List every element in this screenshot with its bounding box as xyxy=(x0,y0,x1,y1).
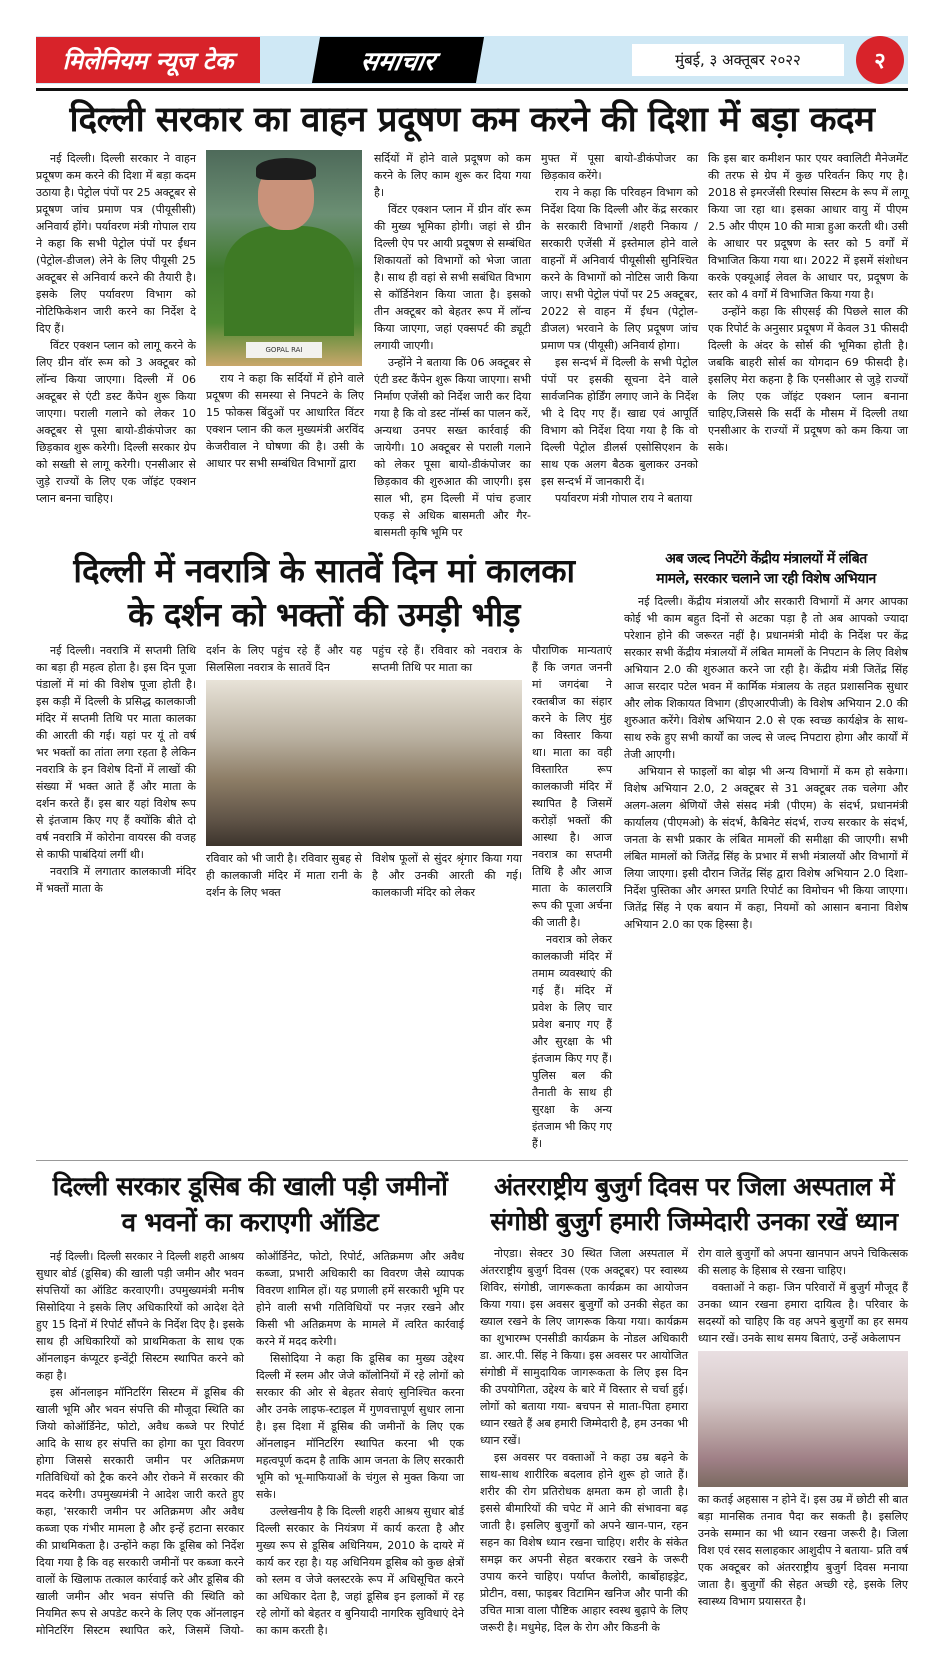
paragraph: राय ने कहा कि सर्दियों में होने वाले प्रदूषण की समस्या से निपटने के लिए 15 फोकस बिंदुओं पर आधारित विंटर एक्शन प्लान की कल मुख्यमंत्री अरविंद केजरीवाल ने घोषणा की है। उसी के आधार पर सभी सम्बंधित विभागों द्वारा xyxy=(206,371,364,470)
photo-nameplate: GOPAL RAI xyxy=(246,342,322,358)
article2-col1 xyxy=(36,642,196,897)
paragraph: इस ऑनलाइन मॉनिटरिंग सिस्टम में डूसिब की खाली भूमि और भवन संपत्ति की मौजूदा स्थिति का जियो कोऑर्डिनेट, फोटो, अवैध कब्जे पर रिपोर्ट आदि के साथ हर संपत्ति का होगा का पूरा विवरण होगा जिससे सरकारी जमीन पर अतिक्रमण गतिविधियों को ट्रैक करने और रोकने में सरकार की मदद करेगी। उपमुख्यमंत्री ने आदेश जारी करते हुए कहा, 'सरकारी जमीन पर अतिक्रमण और अवैध कब्जा एक गंभीर मामला है और इन्हें हटाना सरकार की प्राथमिकता है। उन्होंने कहा कि डूसिब को निर्देश दिया गया है कि वह सरकारी जमीनों पर कब्जा करने वालों के खिलाफ तत्काल कार्रवाई करे और डूसिब की खाली जमीन और भवन संपत्ति की स्थिति को नियमित रूप से अपडेट करने के लिए एक ऑनलाइन मोनिटरिंग सिस्टम स्थापित करे, जिसमें जियो-कोऑर्डिनेट, फोटो, रिपोर्ट, अतिक्रमण और अवैध कब्जा, प्रभारी अधिकारी का विवरण जैसे व्यापक विवरण शामिल हों। यह प्रणाली हमें सरकारी भूमि पर होने वाली सभी गतिविधियों पर नज़र रखने और किसी भी अतिक्रमण के मामले में त्वरित कार्रवाई करने में मदद करेगी। xyxy=(36,1249,464,1637)
paragraph: नोएडा। सेक्टर 30 स्थित जिला अस्पताल में अंतरराष्ट्रीय बुजुर्ग दिवस (एक अक्टूबर) पर स्वास्थ्य शिविर, संगोष्ठी, जागरूकता कार्यक्रम का आयोजन किया गया। इस अवसर बुजुर्गों को उनकी सेहत का ख्याल रखने के लिए जागरूक किया गया। कार्यक्रम का शुभारम्भ एनसीडी कार्यक्रम के नोडल अधिकारी डा. आर.पी. सिंह ने किया। इस अवसर पर आयोजित संगोष्ठी में सामुदायिक जागरूकता के लिए इस दिन की उपयोगिता, उद्देश्य के बारे में विस्तार से चर्चा हुई। लोगों को बताया गया- बचपन से माता-पिता हमारा ध्यान रखते हैं अब हमारी जिम्मेदारी है, हम उनका भी ध्यान रखें। xyxy=(480,1246,688,1447)
paragraph: नवरात्र को लेकर कालकाजी मंदिर में तमाम व्यवस्थाएं की गई हैं। मंदिर में प्रवेश के लिए चार प्रवेश बनाए गए हैं और सुरक्षा के भी इंतजाम किए गए हैं। पुलिस बल की तैनाती के साथ ही सुरक्षा के अन्य इंतजाम भी किए गए हैं। xyxy=(532,932,612,1150)
paragraph: उल्लेखनीय है कि दिल्ली शहरी आश्रय सुधार बोर्ड दिल्ली सरकार के नियंत्रण में कार्य करता है और मुख्य रूप से डूसिब अधिनियम, 2010 के दायरे में कार्य कर रहा है। यह अधिनियम डूसिब को कुछ क्षेत्रों को स्लम व जेजे क्लस्टरके रूप में अधिसूचित करने का अधिकार देता है, जहां डूसिब इन इलाकों में रह रहे लोगों को बेहतर व बुनियादी नागरिक सुविधाएं देने का काम करती है। xyxy=(256,1504,464,1637)
article4-col2 xyxy=(698,1245,908,1610)
section-label: समाचार xyxy=(312,37,484,83)
photo-kalkaji-temple xyxy=(206,680,522,846)
paragraph: सर्दियों में होने वाले प्रदूषण को कम करने के लिए काम शुरू कर दिया गया है। xyxy=(374,151,531,199)
photo-seminar xyxy=(698,1351,908,1487)
paragraph: रोग वाले बुजुर्गों को अपना खानपान अपने चिकित्सक की सलाह के हिसाब से रखना चाहिए। xyxy=(698,1246,908,1277)
masthead-divider xyxy=(36,88,908,91)
sidebar-article xyxy=(624,549,908,934)
article2-col4 xyxy=(532,642,612,1152)
newspaper-logo: मिलेनियम न्यूज टेक xyxy=(36,37,260,83)
headline-line: मामले, सरकार चलाने जा रही विशेष अभियान xyxy=(656,571,876,588)
paragraph: नई दिल्ली। केंद्रीय मंत्रालयों और सरकारी विभागों में अगर आपका कोई भी काम बहुत दिनों से अटका पड़ा है तो अब आपको ज्यादा परेशान होने की जरूरत नहीं है। प्रधानमंत्री मोदी के निर्देश पर केंद्र सरकार सभी केंद्रीय मंत्रालयों में लंबित मामलों के निपटान के लिए विशेष अभियान 2.0 की शुरुआत करने जा रही है। केंद्रीय मंत्री जितेंद्र सिंह आज सरदार पटेल भवन में कार्मिक मंत्रालय के तहत प्रशासनिक सुधार और लोक शिकायत विभाग (डीएआरपीजी) के विशेष अभियान 2.0 की शुरुआत करेंगे। विशेष अभियान 2.0 से एक स्वच्छ कार्यक्षेत्र के साथ-साथ रुके हुए सभी कार्यों का जल्द से जल्द निपटारा होगा और कार्यों में तेजी आएगी। xyxy=(624,595,908,762)
headline-line: के दर्शन को भक्तों की उमड़ी भीड़ xyxy=(127,595,520,635)
article4 xyxy=(480,1169,908,1636)
paragraph: सिसोदिया ने कहा कि डूसिब का मुख्य उद्देश्य दिल्ली में स्लम और जेजे कॉलोनियों में रहे लोगों को सरकार की ओर से बेहतर सेवाएं सुनिश्चित करना और उनके लाइफ-स्टाइल में गुणवत्तापूर्ण सुधार लाना है। इस दिशा में डूसिब की जमीनों के लिए एक ऑनलाइन मॉनिटरिंग स्थापित करना भी एक महत्वपूर्ण कदम है ताकि आम जनता के लिए सरकारी भूमि को भू-माफियाओं के चंगुल से मुक्त किया जा सके। xyxy=(256,1351,464,1501)
photo-gopal-rai xyxy=(206,150,362,366)
paragraph: उन्होंने कहा कि सीएसई की पिछले साल की एक रिपोर्ट के अनुसार प्रदूषण में केवल 31 फीसदी दिल्ली के अंदर के सोर्स की भूमिका होती है। जबकि बाहरी सोर्स का योगदान 69 फीसदी है। इसलिए मेरा कहना है कि एनसीआर से जुड़े राज्यों के लिए एक जॉइंट एक्शन प्लान बनाना चाहिए,जिससे कि सर्दी के मौसम में दिल्ली तथा एनसीआर के राज्यों में प्रदूषण को कम किया जा सके। xyxy=(708,304,908,454)
article1-headline: दिल्ली सरकार का वाहन प्रदूषण कम करने की दिशा में बड़ा कदम xyxy=(69,100,875,140)
paragraph: नवरात्रि में लगातार कालकाजी मंदिर में भक्तों माता के xyxy=(36,864,196,895)
paragraph: इस अवसर पर वक्ताओं ने कहा उम्र बढ़ने के साथ-साथ शारीरिक बदलाव होने शुरू हो जाते हैं। शरीर की रोग प्रतिरोधक क्षमता कम हो जाती है। इससे बीमारियों की चपेट में आने की संभावना बढ़ जाती है। इसलिए बुजुर्गों को अपने खान-पान, रहन सहन का विशेष ध्यान रखना चाहिए। शरीर के संकेत समझ कर अपनी सेहत बरकरार रखने के जरूरी उपाय करने चाहिए। पर्याप्त कैलोरी, कार्बोहाइड्रेट, प्रोटीन, वसा, फाइबर विटामिन खनिज और पानी की उचित मात्रा वाला पौष्टिक आहार स्वस्थ बुढ़ापे के लिए जरूरी है। मधुमेह, दिल के रोग और किडनी के xyxy=(480,1450,688,1634)
article1-body xyxy=(36,150,908,541)
article1-col4 xyxy=(541,150,698,507)
sidebar-headline xyxy=(624,549,908,590)
paragraph: विंटर एक्शन प्लान को लागू करने के लिए ग्रीन वॉर रूम को 3 अक्टूबर को लॉन्च किया जाएगा। दिल्ली में 06 अक्टूबर से एंटी डस्ट कैंपेन शुरू किया जाएगा। पराली गलाने को लेकर 10 अक्टूबर से पूसा बायो-डीकंपोजर का छिड़काव शुरू करेगी। दिल्ली सरकार ग्रेप को सख्ती से लागू करेगी। एनसीआर से जुड़े राज्यों के लिए एक जॉइंट एक्शन प्लान बनना चाहिए। xyxy=(36,338,196,505)
article2-middle-top xyxy=(206,642,522,676)
article2 xyxy=(36,549,612,1152)
headline-line: अब जल्द निपटेंगे केंद्रीय मंत्रालयों में लंबित xyxy=(665,550,867,567)
article1-col1 xyxy=(36,150,196,507)
article1-col3 xyxy=(374,150,531,541)
article1-col2 xyxy=(206,150,364,472)
headline-line: दिल्ली सरकार डूसिब की खाली पड़ी जमीनों xyxy=(52,1171,448,1202)
headline-line: दिल्ली में नवरात्रि के सातवें दिन मां कालका xyxy=(73,550,575,590)
paragraph: पौराणिक मान्यताएं हैं कि जगत जननी मां जगदंबा ने रक्तबीज का संहार करने के लिए मुंह का विस्तार किया था। माता का वही विस्तारित रूप कालकाजी मंदिर में स्थापित है जिसमें करोड़ों भक्तों की आस्था है। आज नवरात्र का सप्तमी तिथि है और आज माता के कालरात्रि रूप की पूजा अर्चना की जाती है। xyxy=(532,643,612,929)
article2-col2-bottom: रविवार को भी जारी है। रविवार सुबह से ही कालकाजी मंदिर में माता रानी के दर्शन के लिए भक्त xyxy=(206,851,362,899)
article3 xyxy=(36,1169,464,1639)
headline-line: संगोष्ठी बुजुर्ग हमारी जिम्मेदारी उनका रखें ध्यान xyxy=(490,1206,898,1236)
edition-date: मुंबई, ३ अक्तूबर २०२२ xyxy=(632,44,844,76)
article2-col3-bottom: विशेष फूलों से सुंदर श्रृंगार किया गया है और उनकी आरती की गई। कालकाजी मंदिर को लेकर xyxy=(372,851,522,899)
article3-headline xyxy=(36,1169,464,1242)
middle-section xyxy=(36,549,908,1152)
bottom-section xyxy=(36,1169,908,1639)
sidebar-body xyxy=(624,593,908,933)
article2-middle xyxy=(206,642,522,901)
headline-line: अंतरराष्ट्रीय बुजुर्ग दिवस पर जिला अस्पताल में xyxy=(493,1171,895,1201)
paragraph: वक्ताओं ने कहा- जिन परिवारों में बुजुर्ग मौजूद हैं उनका ध्यान रखना हमारा दायित्व है। परिवार के सदस्यों को चाहिए कि वह अपने बुजुर्गों का हर समय ध्यान रखें। उनके साथ समय बिताएं, उन्हें अकेलापन xyxy=(698,1280,908,1345)
paragraph: उन्होंने ने बताया कि 06 अक्टूबर से एंटी डस्ट कैंपेन शुरू किया जाएगा। सभी निर्माण एजेंसी को निर्देश जारी कर दिया गया है कि वो डस्ट नॉर्म्स का पालन करें, अन्यथा उनपर सख्त कार्रवाई की जायेगी। 10 अक्टूबर से पराली गलाने को लेकर पूसा बायो-डीकंपोजर का छिड़काव की शुरुआत की जाएगी। इस साल भी, हम दिल्ली में पांच हजार एकड़ से अधिक बासमती और गैर-बासमती कृषि भूमि पर xyxy=(374,355,531,539)
paragraph: राय ने कहा कि परिवहन विभाग को निर्देश दिया कि दिल्ली और केंद्र सरकार के सरकारी विभागों /शहरी निकाय / सरकारी एजेंसी में इस्तेमाल होने वाले वाहनों में अनिवार्य पीयूसीसी सुनिश्चित करने के विभागों को नोटिस जारी किया जाए। सभी पेट्रोल पंपों पर 25 अक्टूबर, 2022 से वाहन में ईंधन (पेट्रोल-डीजल) भरवाने के लिए प्रदूषण जांच प्रमाण पत्र (पीयूसी) अनिवार्य होगा। xyxy=(541,185,698,352)
article4-col2-bottom: का कतई अहसास न होने दें। इस उम्र में छोटी सी बात बड़ा मानसिक तनाव पैदा कर सकती है। इसलिए उनके सम्मान का भी ध्यान रखना जरूरी है। जिला विश एवं रसद सलाहकार आशुदीप ने बताया- प्रति वर्ष एक अक्टूबर को अंतरराष्ट्रीय बुजुर्ग दिवस मनाया जाता है। बुजुर्गों की सेहत अच्छी रहे, इसके लिए स्वास्थ्य विभाग प्रयासरत है। xyxy=(698,1492,908,1608)
paragraph: विंटर एक्शन प्लान में ग्रीन वॉर रूम की मुख्य भूमिका होगी। जहां से ग्रीन दिल्ली ऐप पर आयी प्रदूषण से सम्बंधित शिकायतों को विभागों को भेजा जाता है। साथ ही वहां से सभी सबंधित विभाग से कॉर्डिनेशन किया जाता है। इसको तीन अक्टूबर को बेहतर रूप में लॉन्च किया जाएगा, जहां एक्सपर्ट की ड्यूटी लगायी जाएगी। xyxy=(374,202,531,352)
paragraph: नई दिल्ली। दिल्ली सरकार ने वाहन प्रदूषण कम करने की दिशा में बड़ा कदम उठाया है। पेट्रोल पंपों पर 25 अक्टूबर से प्रदूषण जांच प्रमाण पत्र (पीयूसीसी) अनिवार्य होंगे। पर्यावरण मंत्री गोपाल राय ने कहा कि सभी पेट्रोल पंपों पर ईंधन (पेट्रोल-डीजल) लेने के लिए पीयूसी 25 अक्टूबर से अनिवार्य करने की तैयारी है। इसके लिए पर्यावरण विभाग को नोटिफिकेशन जारी करने का निर्देश दे दिए हैं। xyxy=(36,151,196,335)
paragraph: अभियान से फाइलों का बोझ भी अन्य विभागों में कम हो सकेगा। विशेष अभियान 2.0, 2 अक्टूबर से 31 अक्टूबर तक चलेगा और अलग-अलग श्रेणियों जैसे संसद मंत्री (पीएम) के संदर्भ, प्रधानमंत्री कार्यालय (पीएमओ) के संदर्भ, कैबिनेट संदर्भ, राज्य सरकार के संदर्भ, जनता के सभी प्रकार के लंबित मामलों की समीक्षा की जाएगी। सभी लंबित मामलों को जितेंद्र सिंह के प्रभार में सभी मंत्रालयों और विभागों में लिया जाएगा। इसी दौरान जितेंद्र सिंह द्वारा विशेष अभियान 2.0 दिशा-निर्देश पुस्तिका और अगस्त प्रगति रिपोर्ट का विमोचन भी किया जाएगा। जितेंद्र सिंह ने एक बयान में कहा, नियमों को आसान बनाना विशेष अभियान 2.0 का एक हिस्सा है। xyxy=(624,765,908,932)
paragraph: कि इस बार कमीशन फार एयर क्वालिटी मैनेजमेंट की तरफ से ग्रेप में कुछ परिवर्तन किए गए है। 2018 से इमरजेंसी रिस्पांस सिस्टम के रूप में लागू किया जा रहा था। इसका आधार वायु में पीएम 2.5 और पीएम 10 की मात्रा हुआ करती थी। उसी के आधार पर प्रदूषण के स्तर को 5 वर्गों में विभाजित किया गया था। 2022 में इसमें संशोधन करके एक्यूआई लेवल के आधार पर, प्रदूषण के स्तर को 4 वर्गों में विभाजित किया गया है। xyxy=(708,151,908,301)
paragraph: मुफ्त में पूसा बायो-डीकंपोजर का छिड़काव करेंगे। xyxy=(541,151,698,182)
section-divider xyxy=(36,1160,908,1161)
paragraph: पर्यावरण मंत्री गोपाल राय ने बताया xyxy=(555,491,693,505)
paragraph: इस सन्दर्भ में दिल्ली के सभी पेट्रोल पंपों पर इसकी सूचना देने वाले सार्वजनिक होर्डिंग लगाए जाने के निर्देश भी दे दिए गए हैं। खाद्य एवं आपूर्ति विभाग को निर्देश दिया गया है कि वो दिल्ली पेट्रोल डीलर्स एसोसिएशन के साथ एक अलग बैठक बुलाकर उनको इस सन्दर्भ में जानकारी दें। xyxy=(541,355,698,488)
article1-col5 xyxy=(708,150,908,456)
article1-col2-text xyxy=(206,370,364,472)
paragraph: नई दिल्ली। नवरात्रि में सप्तमी तिथि का बड़ा ही महत्व होता है। इस दिन पूजा पंडालों में मां की विशेष पूजा होती है। इस कड़ी में दिल्ली के प्रसिद्ध कालकाजी मंदिर में सप्तमी तिथि पर माता कालका की आरती की गई। यहां पर यूं तो वर्ष भर भक्तों का तांता लगा रहता है लेकिन नवरात्रि के इन विशेष दिनों में लाखों की संख्या में भक्त आते हैं और माता के दर्शन करते हैं। इस बार यहां विशेष रूप से इंतजाम किए गए हैं क्योंकि बीते दो वर्ष नवरात्रि में कोरोना वायरस की वजह से काफी पाबंदियां लगीं थी। xyxy=(36,643,196,861)
article2-headline xyxy=(36,549,612,638)
article2-middle-bottom xyxy=(206,850,522,901)
paragraph: नई दिल्ली। दिल्ली सरकार ने दिल्ली शहरी आश्रय सुधार बोर्ड (डूसिब) की खाली पड़ी जमीन और भवन संपत्तियों का ऑडिट करवाएगी। उपमुख्यमंत्री मनीष सिसोदिया ने इसके लिए अधिकारियों को आदेश देते हुए 15 दिनों में रिपोर्ट सौंपने के निर्देश दिए है। इसके साथ ही अधिकारियों को प्राथमिकता के साथ एक ऑनलाइन कंप्यूटर इन्वेंट्री सिस्टम स्थापित करने को कहा है। xyxy=(36,1249,244,1382)
page-number: २ xyxy=(856,36,904,84)
article2-col2-top: दर्शन के लिए पहुंच रहे हैं और यह सिलसिला नवरात्र के सातवें दिन xyxy=(206,643,362,674)
article4-body xyxy=(480,1245,908,1636)
headline-line: व भवनों का कराएगी ऑडिट xyxy=(121,1208,379,1239)
article4-headline xyxy=(480,1169,908,1239)
masthead-band xyxy=(36,36,908,84)
article3-body xyxy=(36,1248,464,1639)
article4-col1 xyxy=(480,1245,688,1636)
article2-col3-top: पहुंच रहे हैं। रविवार को नवरात्र के सप्तमी तिथि पर माता का xyxy=(372,643,522,674)
article2-body xyxy=(36,642,612,1152)
